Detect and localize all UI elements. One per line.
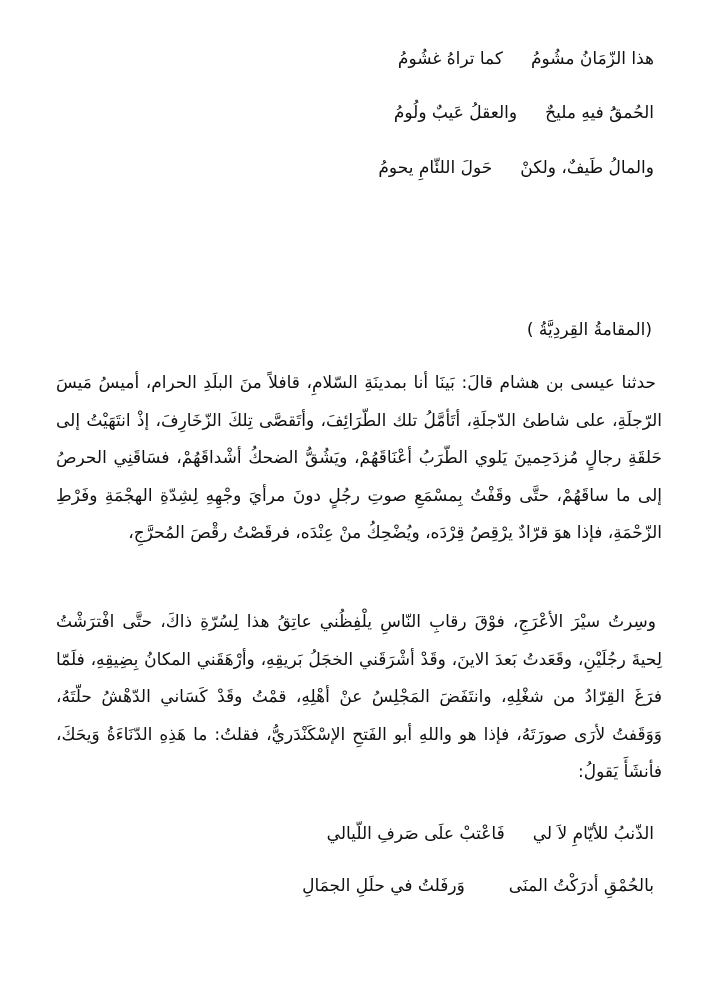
hemistich-first: بالحُمْقِ أدرَكْتُ المنَى <box>508 876 654 896</box>
hemistich-first: الذّنبُ للأيّامِ لاَ لي <box>532 824 654 844</box>
paragraph-2 <box>56 604 662 792</box>
hemistich-second: كما تراهُ غشُومُ <box>397 49 503 69</box>
opening-poem-line-1 <box>398 47 654 71</box>
closing-poem-line-1 <box>327 822 654 846</box>
section-title: (المقامةُ القِردِيَّةُ ) <box>526 320 652 340</box>
paragraph-1 <box>56 365 662 553</box>
hemistich-first: هذا الزّمَانُ مشُومُ <box>530 49 654 69</box>
paragraph-1-text: حدثنا عيسى بن هشام قالَ: بَينَا أنا بمدينَةِ السّلامِ، قافلاً منَ البلَدِ الحرام، أميسُ مَيسَ الرّجلَةِ، على شاطئ الدّجلَةِ، أتَأمَّلُ تلك الطّرَائِفَ، وأتَقصَّى تِلكَ الزّخَارِفَ، إذْ انتَهَيْتُ إلى حَلقَةِ رجالٍ مُزدَحِمينَ يَلوي الطّرَبُ أعْنَاقَهُمْ، ويَشُقُّ الضحكُ أشْداقَهُمْ، فسَاقَنِي الحرصُ إلى ما ساقَهُمْ، حتَّى وقَفْتُ بِمسْمَعِ صوتِ رجُلٍ دونَ مرأيَ وجْهِهِ لِشِدّةِ الهجْمَةِ وفَرْطِ الزّحْمَةِ، فإذا هوَ قرّادٌ يرْقِصُ قِرْدَه، ويُضْحِكُ منْ عِنْدَه، فرقَصْتُ رقْصَ المُحرَّجِ، <box>56 373 662 543</box>
hemistich-first: الحُمقَُ فيهِ مليحٌ <box>545 103 654 123</box>
paragraph-2-text: وسِرتُ سيْرَ الأعْرَجِ، فوْقَ رقابِ النّاسِ يلْفِظُني عاتِقُ هذا لِسُرّةِ ذاكَ، حتَّى افْترَشْتُ لِحيةَ رجُلَيْنِ، وقَعَدتُ بَعدَ الاينَ، وقَدْ أشْرَقَني الخجَلُ بَريقِهِ، وأرْهَقَني المكانُ بِضِيقِهِ، فلَمّا فرَغَ القِرّادُ من شغْلِهِ، وانتَفَضَ المَجْلِسُ عنْ أهْلِهِ، قمْتُ وقَدْ كَسَاني الدّهْشُ حلّتَهُ، وَوَقَفتُ لأرَى صورَتَهُ، فإذا هو واللهِ أبو الفَتحِ الإسْكَنْدَريُّ، فقلتُ: ما هَذِهِ الدّنَاءَةُ وَيحَكَ، فأنشَأَ يَقولُ: <box>56 612 662 782</box>
opening-poem-line-2 <box>394 101 654 125</box>
closing-poem-line-2 <box>302 874 654 898</box>
hemistich-second: فَاعْتبْ علَى صَرفِ اللّيالي <box>326 824 505 844</box>
hemistich-second: حَولَ اللئّامِ يحومُ <box>378 158 493 178</box>
hemistich-second: وَرفَلتُ في حلَلِ الجمَالِ <box>302 876 465 896</box>
hemistich-first: والمالُ طَيفٌ، ولكنْ <box>520 158 654 178</box>
opening-poem-line-3 <box>378 156 654 180</box>
hemistich-second: والعقلُ عَيبٌ ولُومُ <box>393 103 518 123</box>
